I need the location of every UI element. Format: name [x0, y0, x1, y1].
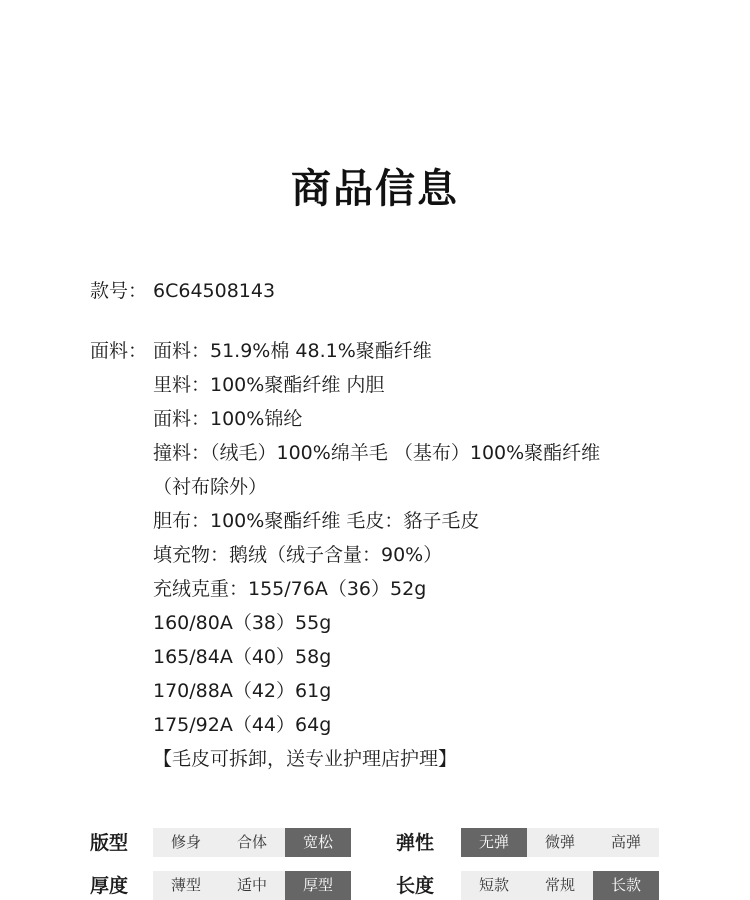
length-label: 长度 [396, 875, 435, 897]
length-option: 短款 [461, 871, 527, 900]
fit-option: 修身 [153, 828, 219, 857]
fit-option: 宽松 [285, 828, 351, 857]
elasticity-selector [461, 828, 659, 857]
fit-label: 版型 [90, 832, 129, 854]
page-title: 商品信息 [291, 166, 459, 212]
thickness-option: 适中 [219, 871, 285, 900]
style-number-value: 6C64508143 [153, 280, 276, 302]
thickness-selector [153, 871, 351, 900]
fabric-label: 面料： [90, 340, 148, 362]
elasticity-label: 弹性 [396, 832, 435, 854]
length-option: 常规 [527, 871, 593, 900]
elasticity-option: 无弹 [461, 828, 527, 857]
length-selector [461, 871, 659, 900]
fit-option: 合体 [219, 828, 285, 857]
style-number-label: 款号： [90, 280, 148, 302]
length-option: 长款 [593, 871, 659, 900]
elasticity-option: 微弹 [527, 828, 593, 857]
thickness-label: 厚度 [90, 875, 129, 897]
thickness-option: 厚型 [285, 871, 351, 900]
fit-selector [153, 828, 351, 857]
elasticity-option: 高弹 [593, 828, 659, 857]
thickness-option: 薄型 [153, 871, 219, 900]
